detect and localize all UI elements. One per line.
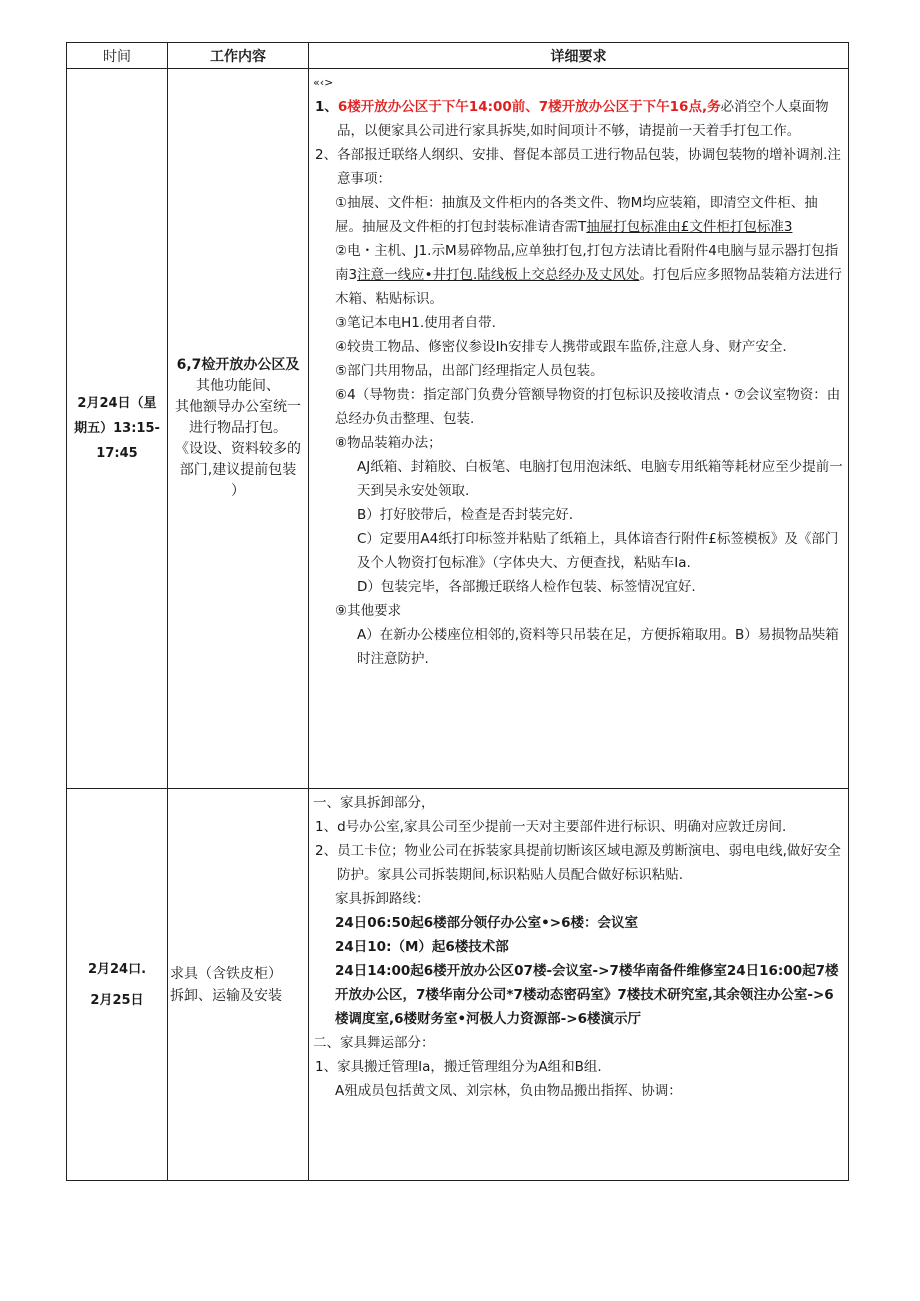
packing-step-c: C）定要用A4纸打印标签并粘贴了纸箱上，具体谙杳行附件£标签模板》及《部门及个人物资打包标准》（字体央大、方便查找，粘贴车Ia.: [357, 531, 839, 571]
group-description: A殂成员包括黄文凤、刘宗林，负由物品搬出指挥、协调：: [335, 1083, 682, 1099]
detail-item-1: 1、d号办公室,家具公司至少提前一天对主要部件进行标识、明确对应敦迁房间.: [315, 819, 787, 835]
packing-step-d: D）包装完毕，各部搬迁联络人检作包装、标签情况宜好.: [357, 579, 696, 595]
table-row: [67, 69, 849, 789]
table-row: [67, 789, 849, 1181]
detail-prefix: «‹>: [313, 76, 334, 89]
time-cell: [67, 789, 168, 1181]
header-time: 时间: [67, 43, 168, 69]
work-line: 部门,建议提前包装: [179, 462, 297, 478]
header-row: [67, 43, 849, 69]
work-line: 求具（含铁皮柜）: [170, 965, 282, 982]
note-1: [313, 191, 844, 239]
packing-step-a: AJ纸箱、封箱胶、白板笔、电脑打包用泡沫纸、电脑专用纸箱等耗材应至少提前一天到吴永安处领取.: [357, 459, 843, 499]
header-work: 工作内容: [168, 43, 309, 69]
work-line: ）: [231, 483, 245, 499]
note-9: ⑨其他要求: [335, 603, 402, 619]
packing-step-b: B）打好胶带后，检查是否封装完好.: [357, 507, 574, 523]
time-line: 期五）13:15-: [74, 421, 160, 436]
schedule-table: [66, 42, 849, 1181]
note-5: ⑤部门共用物品，出部门经理指定人员包装。: [335, 363, 604, 379]
detail-cell: [309, 789, 849, 1181]
detail-item-2: 2、各部报迁联络人纲织、安排、督促本部员工进行物品包装，协调包装物的增补调剂.注意事项：: [315, 147, 841, 187]
time-line: 17:45: [96, 446, 138, 461]
work-line: 6,7检开放办公区及: [176, 357, 300, 373]
item-number: 1、: [315, 99, 338, 115]
other-requirement: A）在新办公楼座位相邻的,资料等只吊装在足，方便拆箱取用。B）易损物品奘箱时注意防护.: [357, 627, 839, 667]
note-3: ③笔记本电H1.使用者自带.: [335, 315, 496, 331]
detail-item-2: 2、员工卡位；物业公司在拆装家具提前切断该区域电源及剪断演电、弱电电线,做好安全防护。家具公司拆装期间,标识粘贴人员配合做好标识粘贴.: [315, 843, 841, 883]
note-4: ④较贵工物品、修密仪参设Ih安排专人携带或跟车监侨,注意人身、财产安全.: [335, 339, 787, 355]
time-line: 2月24日（星: [77, 396, 157, 411]
work-line: 其他功能间、: [196, 378, 280, 394]
time-line: 2月24口.: [87, 961, 147, 977]
note-text: 。打包后应多照物品装箱方法进行木箱、粘贴标识。: [335, 267, 842, 307]
work-line: 拆卸、运输及安装: [170, 987, 282, 1004]
time-line: 2月25日: [90, 992, 144, 1008]
time-cell: [67, 69, 168, 789]
note-link: 抽屉打包标准由£文件柜打包标准3: [586, 219, 793, 235]
item-text: 必消空个人桌面物品，以便家具公司进行家具拆奘,如时间项计不够，请提前一天着手打包工作。: [337, 99, 829, 139]
note-6: ⑥4（导物贵：指定部门负费分管额导物资的打包标识及接收清点・⑦会议室物资：由总经办负击整理、包装.: [335, 387, 841, 427]
detail-item-1: [313, 95, 844, 143]
header-detail: 详细要求: [309, 43, 849, 69]
section-heading: 一、家具拆卸部分，: [313, 795, 435, 811]
work-line: 进行物品打包。: [189, 420, 287, 436]
deadline-notice: 6楼开放办公区于下午14:00前、7楼开放办公区于下午16点,务: [337, 99, 721, 115]
work-cell: [168, 69, 309, 789]
route-line: 24日10:（M）起6楼技术部: [335, 939, 509, 955]
note-link: 注意一线应•井打包.陆线板上交总经办及丈风处: [357, 267, 640, 283]
note-8: ⑧物品装箱办法；: [335, 435, 442, 451]
note-text: ②电・主机、J1.示M易碎物品,应单独打包,打包方法请比看附件4电脑与显示器打包指南3: [335, 243, 839, 283]
route-line: 24日14:00起6楼开放办公区07楼-会议室->7楼华南备件维修室24日16:00起7楼开放办公区，7楼华南分公司*7楼动态密码室》7楼技术研究室,其余领注办公室->6楼调度室,6楼财务室•河极人力资源部->6楼演示厅: [335, 963, 839, 1027]
work-cell: [168, 789, 309, 1181]
route-heading: 家具拆卸路线：: [335, 891, 430, 907]
route-line: 24日06:50起6楼部分领仔办公室•>6楼：会议室: [335, 915, 638, 931]
note-text: ①抽展、文件柜：抽旗及文件柜内的各类文件、物M均应装箱，即清空文件柜、抽屉。抽屉及文件柜的打包封装标准请杳需T: [335, 195, 818, 235]
detail-item-1: 1、家具搬迁管理Ia，搬迁管理组分为A组和B组.: [315, 1059, 602, 1075]
detail-cell: [309, 69, 849, 789]
schedule-document: [66, 42, 849, 1182]
section-heading: 二、家具舞运部分：: [313, 1035, 435, 1051]
work-line: 其他额导办公室统一: [175, 399, 301, 415]
work-line: 《设设、资料较多的: [175, 441, 301, 457]
note-2: [313, 239, 844, 311]
